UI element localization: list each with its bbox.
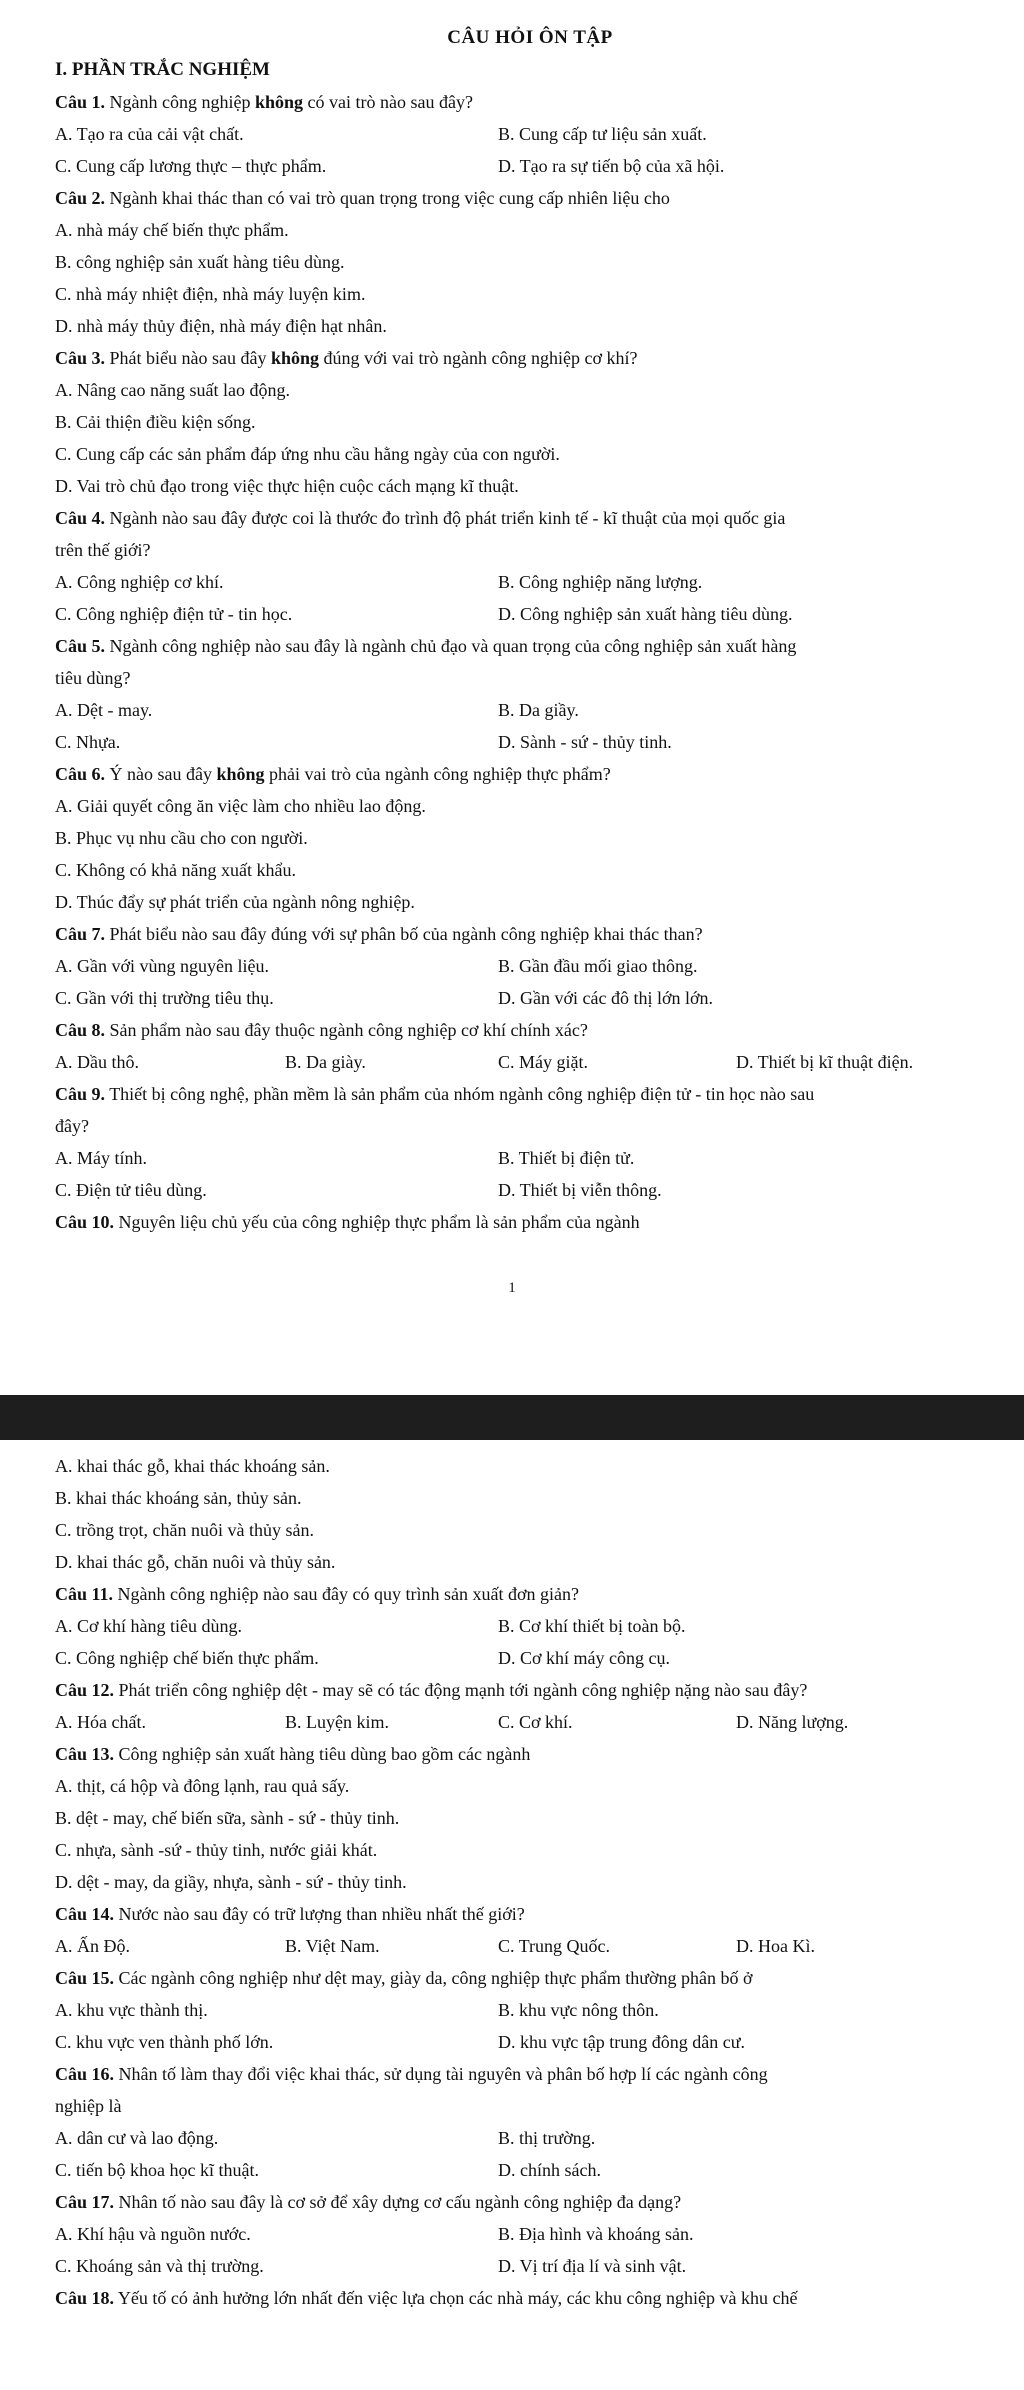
answer-a: A. Gần với vùng nguyên liệu. [55,956,269,976]
page-title: CÂU HỎI ÔN TẬP [447,27,613,48]
answer-a: A. Hóa chất. [55,1712,146,1732]
question-18: Câu 18. Yếu tố có ảnh hưởng lớn nhất đến việc lựa chọn các nhà máy, các khu công nghiệp và khu chế [55,2288,798,2308]
question-15: Câu 15. Các ngành công nghiệp như dệt may, giày da, công nghiệp thực phẩm thường phân bố ở [55,1968,753,1988]
question-label: Câu 5. [55,636,106,656]
answer-a: A. Dầu thô. [55,1052,139,1072]
answer-b: B. Cơ khí thiết bị toàn bộ. [498,1616,686,1636]
answer-a: A. khai thác gỗ, khai thác khoáng sản. [55,1456,330,1476]
question-label: Câu 6. [55,764,106,784]
answer-a: A. Giải quyết công ăn việc làm cho nhiều lao động. [55,796,426,816]
answer-b: B. Cung cấp tư liệu sản xuất. [498,124,707,144]
answer-b: B. Luyện kim. [285,1712,389,1732]
page-2 [0,1440,1024,2390]
answer-d: D. Thúc đẩy sự phát triển của ngành nông nghiệp. [55,892,415,912]
answer-row [55,950,1005,982]
answer-a: A. thịt, cá hộp và đông lạnh, rau quả sấy. [55,1776,350,1796]
question-label: Câu 7. [55,924,106,944]
question-label: Câu 1. [55,92,106,112]
question-label: Câu 18. [55,2288,115,2308]
answer-c: C. Gần với thị trường tiêu thụ. [55,988,274,1008]
question-label: Câu 3. [55,348,106,368]
answer-b: B. thị trường. [498,2128,596,2148]
answer-c: C. nhựa, sành -sứ - thủy tinh, nước giải khát. [55,1840,378,1860]
answer-d: D. Gần với các đô thị lớn lớn. [498,988,714,1008]
answer-a: A. Công nghiệp cơ khí. [55,572,224,592]
question-label: Câu 4. [55,508,106,528]
answer-c: C. Không có khả năng xuất khẩu. [55,860,296,880]
answer-c: C. khu vực ven thành phố lớn. [55,2032,274,2052]
question-16-cont: nghiệp là [55,2096,122,2116]
answer-d: D. Sành - sứ - thủy tinh. [498,732,672,752]
question-label: Câu 10. [55,1212,115,1232]
answer-row [55,694,1005,726]
question-6: Câu 6. Ý nào sau đây không phải vai trò của ngành công nghiệp thực phẩm? [55,764,611,784]
answer-c: C. Máy giặt. [498,1052,588,1072]
answer-a: A. Khí hậu và nguồn nước. [55,2224,251,2244]
answer-row [55,1610,1005,1642]
question-11: Câu 11. Ngành công nghiệp nào sau đây có quy trình sản xuất đơn giản? [55,1584,579,1604]
answer-c: C. Công nghiệp chế biến thực phẩm. [55,1648,319,1668]
question-5: Câu 5. Ngành công nghiệp nào sau đây là ngành chủ đạo và quan trọng của công nghiệp sản xuất hàng [55,636,797,656]
answer-row [55,2218,1005,2250]
answer-d: D. dệt - may, da giầy, nhựa, sành - sứ - thủy tinh. [55,1872,407,1892]
question-label: Câu 13. [55,1744,115,1764]
answer-a: A. Ấn Độ. [55,1936,130,1956]
document-body-page-1 [55,22,1005,1238]
answer-c: C. Khoáng sản và thị trường. [55,2256,264,2276]
question-label: Câu 14. [55,1904,115,1924]
section-heading: I. PHẦN TRẮC NGHIỆM [55,59,270,80]
emphasis: không [216,764,265,784]
answer-row [55,982,1005,1014]
question-9-cont: đây? [55,1116,89,1136]
answer-d: D. Vai trò chủ đạo trong việc thực hiện cuộc cách mạng kĩ thuật. [55,476,519,496]
answer-b: B. Công nghiệp năng lượng. [498,572,703,592]
question-2: Câu 2. Ngành khai thác than có vai trò quan trọng trong việc cung cấp nhiên liệu cho [55,188,670,208]
answer-b: B. Địa hình và khoáng sản. [498,2224,694,2244]
answer-row [55,150,1005,182]
emphasis: không [270,348,320,368]
question-label: Câu 16. [55,2064,115,2084]
answer-d: D. Cơ khí máy công cụ. [498,1648,670,1668]
answer-row [55,2250,1005,2282]
answer-b: B. Thiết bị điện tử. [498,1148,635,1168]
question-7: Câu 7. Phát biểu nào sau đây đúng với sự phân bố của ngành công nghiệp khai thác than? [55,924,703,944]
question-4-cont: trên thế giới? [55,540,151,560]
answer-c: C. Cung cấp các sản phẩm đáp ứng nhu cầu hằng ngày của con người. [55,444,560,464]
answer-c: C. Cung cấp lương thực – thực phẩm. [55,156,327,176]
answer-row [55,598,1005,630]
question-label: Câu 12. [55,1680,115,1700]
answer-b: B. Da giày. [285,1052,366,1072]
answer-a: A. dân cư và lao động. [55,2128,219,2148]
answer-c: C. Cơ khí. [498,1712,573,1732]
answer-d: D. Công nghiệp sản xuất hàng tiêu dùng. [498,604,793,624]
answer-d: D. khai thác gỗ, chăn nuôi và thủy sản. [55,1552,336,1572]
answer-d: D. Thiết bị kĩ thuật điện. [736,1052,914,1072]
answer-c: C. tiến bộ khoa học kĩ thuật. [55,2160,259,2180]
answer-row [55,2154,1005,2186]
emphasis: không [254,92,304,112]
question-4: Câu 4. Ngành nào sau đây được coi là thước đo trình độ phát triển kinh tế - kĩ thuật của mọi quốc gia [55,508,786,528]
answer-row [55,1142,1005,1174]
answer-row [55,118,1005,150]
answer-d: D. Năng lượng. [736,1712,849,1732]
question-label: Câu 11. [55,1584,114,1604]
question-3: Câu 3. Phát biểu nào sau đây không đúng với vai trò ngành công nghiệp cơ khí? [55,348,638,368]
answer-b: B. khu vực nông thôn. [498,2000,659,2020]
answer-b: B. Cải thiện điều kiện sống. [55,412,256,432]
question-label: Câu 15. [55,1968,115,1988]
question-1: Câu 1. Ngành công nghiệp không có vai trò nào sau đây? [55,92,473,112]
answer-c: C. Điện tử tiêu dùng. [55,1180,207,1200]
answer-row [55,1046,1005,1078]
answer-c: C. Công nghiệp điện tử - tin học. [55,604,293,624]
question-16: Câu 16. Nhân tố làm thay đổi việc khai thác, sử dụng tài nguyên và phân bố hợp lí các ngành công [55,2064,768,2084]
answer-b: B. Việt Nam. [285,1936,380,1956]
answer-row [55,566,1005,598]
answer-b: B. Da giầy. [498,700,579,720]
answer-d: D. nhà máy thủy điện, nhà máy điện hạt nhân. [55,316,387,336]
answer-b: B. khai thác khoáng sản, thủy sản. [55,1488,302,1508]
answer-d: D. Vị trí địa lí và sinh vật. [498,2256,687,2276]
answer-row [55,2122,1005,2154]
question-label: Câu 9. [55,1084,106,1104]
answer-d: D. Tạo ra sự tiến bộ của xã hội. [498,156,725,176]
answer-row [55,1642,1005,1674]
answer-a: A. nhà máy chế biến thực phẩm. [55,220,289,240]
answer-d: D. Hoa Kì. [736,1936,815,1956]
question-10: Câu 10. Nguyên liệu chủ yếu của công nghiệp thực phẩm là sản phẩm của ngành [55,1212,640,1232]
question-label: Câu 2. [55,188,106,208]
answer-row [55,726,1005,758]
question-8: Câu 8. Sản phẩm nào sau đây thuộc ngành công nghiệp cơ khí chính xác? [55,1020,588,1040]
answer-row [55,2026,1005,2058]
answer-c: C. Nhựa. [55,732,121,752]
answer-d: D. Thiết bị viễn thông. [498,1180,662,1200]
answer-b: B. Gần đầu mối giao thông. [498,956,698,976]
answer-row [55,1930,1005,1962]
answer-d: D. chính sách. [498,2160,601,2180]
answer-c: C. Trung Quốc. [498,1936,611,1956]
answer-b: B. công nghiệp sản xuất hàng tiêu dùng. [55,252,345,272]
answer-a: A. Tạo ra của cải vật chất. [55,124,244,144]
answer-a: A. Cơ khí hàng tiêu dùng. [55,1616,243,1636]
answer-a: A. Nâng cao năng suất lao động. [55,380,290,400]
document-body-page-2 [55,1450,1005,2314]
answer-c: C. trồng trọt, chăn nuôi và thủy sản. [55,1520,314,1540]
question-9: Câu 9. Thiết bị công nghệ, phần mềm là sản phẩm của nhóm ngành công nghiệp điện tử - tin học nào sau [55,1084,815,1104]
question-12: Câu 12. Phát triển công nghiệp dệt - may sẽ có tác động mạnh tới ngành công nghiệp nặng nào sau đây? [55,1680,808,1700]
question-13: Câu 13. Công nghiệp sản xuất hàng tiêu dùng bao gồm các ngành [55,1744,531,1764]
answer-row [55,1994,1005,2026]
answer-a: A. Máy tính. [55,1148,147,1168]
answer-row [55,1706,1005,1738]
question-label: Câu 8. [55,1020,106,1040]
answer-a: A. khu vực thành thị. [55,2000,208,2020]
question-5-cont: tiêu dùng? [55,668,131,688]
answer-b: B. dệt - may, chế biến sữa, sành - sứ - thủy tinh. [55,1808,400,1828]
question-label: Câu 17. [55,2192,115,2212]
page-separator [0,1395,1024,1440]
question-17: Câu 17. Nhân tố nào sau đây là cơ sở để xây dựng cơ cấu ngành công nghiệp đa dạng? [55,2192,682,2212]
question-14: Câu 14. Nước nào sau đây có trữ lượng than nhiều nhất thế giới? [55,1904,525,1924]
page-number: 1 [508,1280,516,1296]
answer-a: A. Dệt - may. [55,700,153,720]
answer-row [55,1174,1005,1206]
answer-c: C. nhà máy nhiệt điện, nhà máy luyện kim. [55,284,366,304]
answer-b: B. Phục vụ nhu cầu cho con người. [55,828,308,848]
answer-d: D. khu vực tập trung đông dân cư. [498,2032,745,2052]
